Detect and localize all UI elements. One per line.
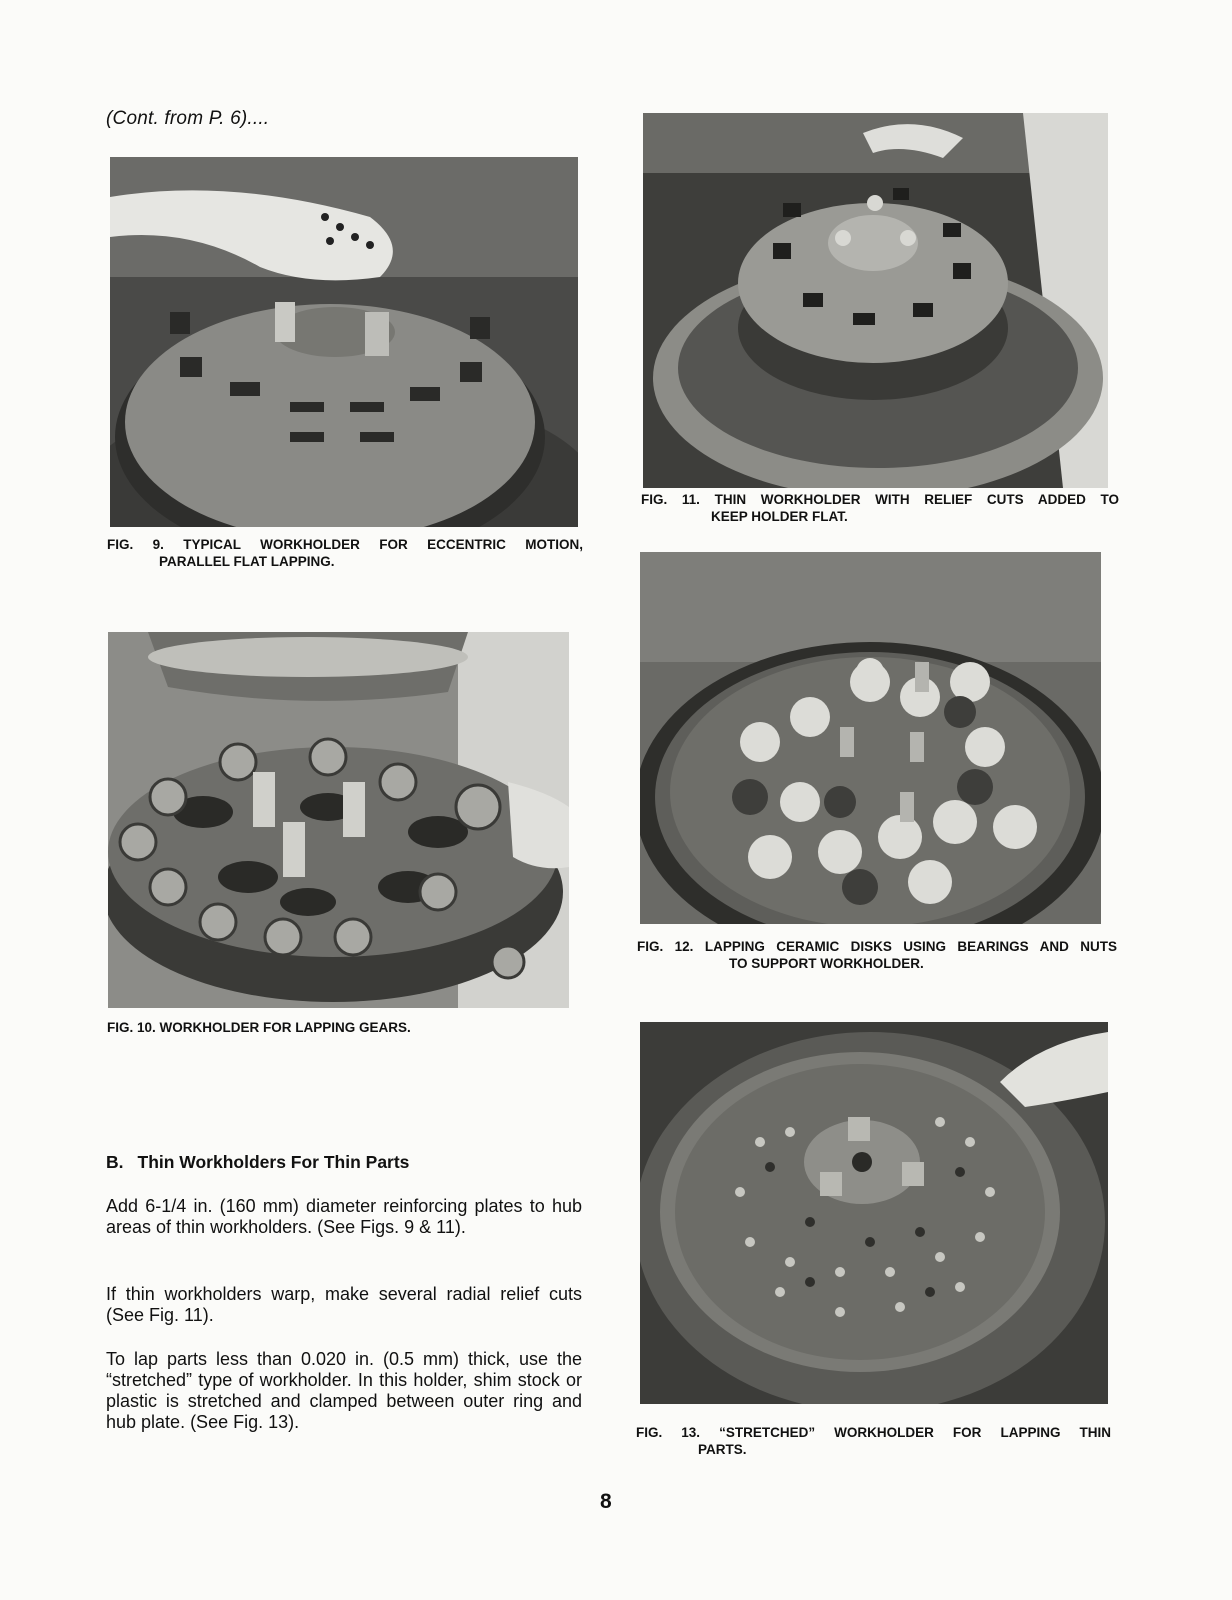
continued-note: (Cont. from P. 6)....: [106, 108, 270, 129]
fig13-caption-line2: PARTS.: [698, 1442, 747, 1457]
fig11-photo: [643, 113, 1108, 488]
fig9-photo: [110, 157, 578, 527]
fig12-caption-line1: LAPPING CERAMIC DISKS USING BEARINGS AND NUTS: [704, 939, 1117, 954]
fig11-label: FIG. 11.: [641, 492, 700, 507]
fig9-caption: [107, 536, 583, 570]
section-title: Thin Workholders For Thin Parts: [137, 1152, 410, 1172]
fig10-label: FIG. 10.: [107, 1020, 156, 1035]
fig11-caption-line1: THIN WORKHOLDER WITH RELIEF CUTS ADDED TO: [714, 492, 1119, 507]
section-letter: B.: [106, 1152, 124, 1172]
fig12-photo: [640, 552, 1101, 924]
fig10-caption-line1: WORKHOLDER FOR LAPPING GEARS.: [159, 1020, 411, 1035]
fig13-caption-line1: “STRETCHED” WORKHOLDER FOR LAPPING THIN: [719, 1425, 1111, 1440]
fig9-label: FIG. 9.: [107, 537, 164, 552]
fig11-caption: [641, 491, 1119, 525]
fig12-caption: [637, 938, 1117, 972]
page-number: 8: [600, 1490, 612, 1513]
fig9-caption-line1: TYPICAL WORKHOLDER FOR ECCENTRIC MOTION,: [183, 537, 583, 552]
paragraph-3: To lap parts less than 0.020 in. (0.5 mm) thick, use the “stretched” type of workholder. In this holder, shim stock or plastic is stretched and clamped between outer ring and hub plate. (See Fig. 13).: [106, 1349, 582, 1432]
fig13-photo: [640, 1022, 1108, 1404]
fig13-label: FIG. 13.: [636, 1425, 701, 1440]
fig10-photo: [108, 632, 569, 1008]
paragraph-1: Add 6-1/4 in. (160 mm) diameter reinforcing plates to hub areas of thin workholders. (See Figs. 9 & 11).: [106, 1196, 582, 1237]
fig12-caption-line2: TO SUPPORT WORKHOLDER.: [729, 956, 924, 971]
fig9-caption-line2: PARALLEL FLAT LAPPING.: [159, 554, 335, 569]
paragraph-2: If thin workholders warp, make several radial relief cuts (See Fig. 11).: [106, 1284, 582, 1325]
fig12-label: FIG. 12.: [637, 939, 694, 954]
fig10-caption: [107, 1019, 577, 1036]
fig11-caption-line2: KEEP HOLDER FLAT.: [711, 509, 848, 524]
fig13-caption: [636, 1424, 1111, 1458]
section-heading: [106, 1152, 409, 1173]
